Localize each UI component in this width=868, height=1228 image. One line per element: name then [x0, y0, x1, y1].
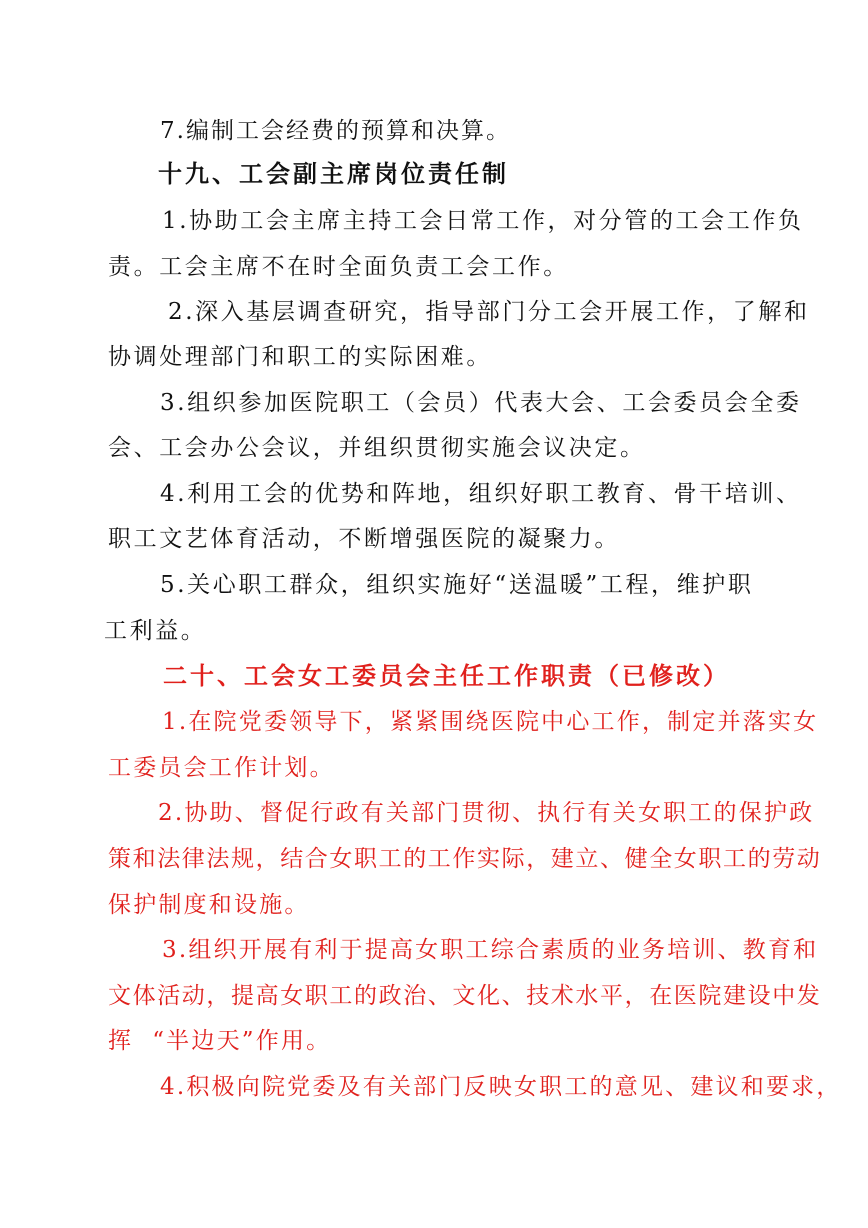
section19-item4-line2: 职工文艺体育活动，不断增强医院的凝聚力。 — [108, 526, 620, 552]
section19-heading: 十九、工会副主席岗位责任制 — [158, 159, 509, 188]
section20-item2-line2: 策和法律法规，结合女职工的工作实际，建立、健全女职工的劳动 — [108, 846, 822, 872]
section19-item7: 7.编制工会经费的预算和决算。 — [160, 118, 511, 144]
section20-item3-line1: 3.组织开展有利于提高女职工综合素质的业务培训、教育和 — [162, 937, 819, 963]
section19-item3-line2: 会、工会办公会议，并组织贯彻实施会议决定。 — [108, 435, 646, 461]
section19-item1-line2: 责。工会主席不在时全面负责工会工作。 — [108, 254, 569, 280]
section20-heading: 二十、工会女工委员会主任工作职责（已修改） — [163, 661, 730, 690]
section20-item2-line1: 2.协助、督促行政有关部门贯彻、执行有关女职工的保护政 — [158, 800, 815, 826]
section20-item1-line1: 1.在院党委领导下，紧紧围绕医院中心工作，制定并落实女 — [162, 709, 819, 735]
section19-item4-line1: 4.利用工会的优势和阵地，组织好职工教育、骨干培训、 — [160, 481, 802, 507]
section20-item4-line1: 4.积极向院党委及有关部门反映女职工的意见、建议和要求， — [160, 1074, 842, 1100]
section20-item3-line2: 文体活动，提高女职工的政治、文化、技术水平，在医院建设中发 — [108, 983, 822, 1009]
section20-item3-line3: 挥 “半边天”作用。 — [108, 1028, 332, 1054]
section20-item1-line2: 工委员会工作计划。 — [108, 755, 335, 781]
section19-item5-line2: 工利益。 — [104, 618, 207, 644]
section19-item1-line1: 1.协助工会主席主持工会日常工作，对分管的工会工作负 — [162, 208, 804, 234]
section19-item3-line1: 3.组织参加医院职工（会员）代表大会、工会委员会全委 — [160, 390, 802, 416]
section20-item2-line3: 保护制度和设施。 — [108, 892, 310, 918]
section19-item5-line1: 5.关心职工群众，组织实施好“送温暖”工程，维护职 — [160, 572, 754, 598]
section19-item2-line2: 协调处理部门和职工的实际困难。 — [108, 344, 492, 370]
section19-item2-line1: 2.深入基层调查研究，指导部门分工会开展工作，了解和 — [168, 299, 810, 325]
